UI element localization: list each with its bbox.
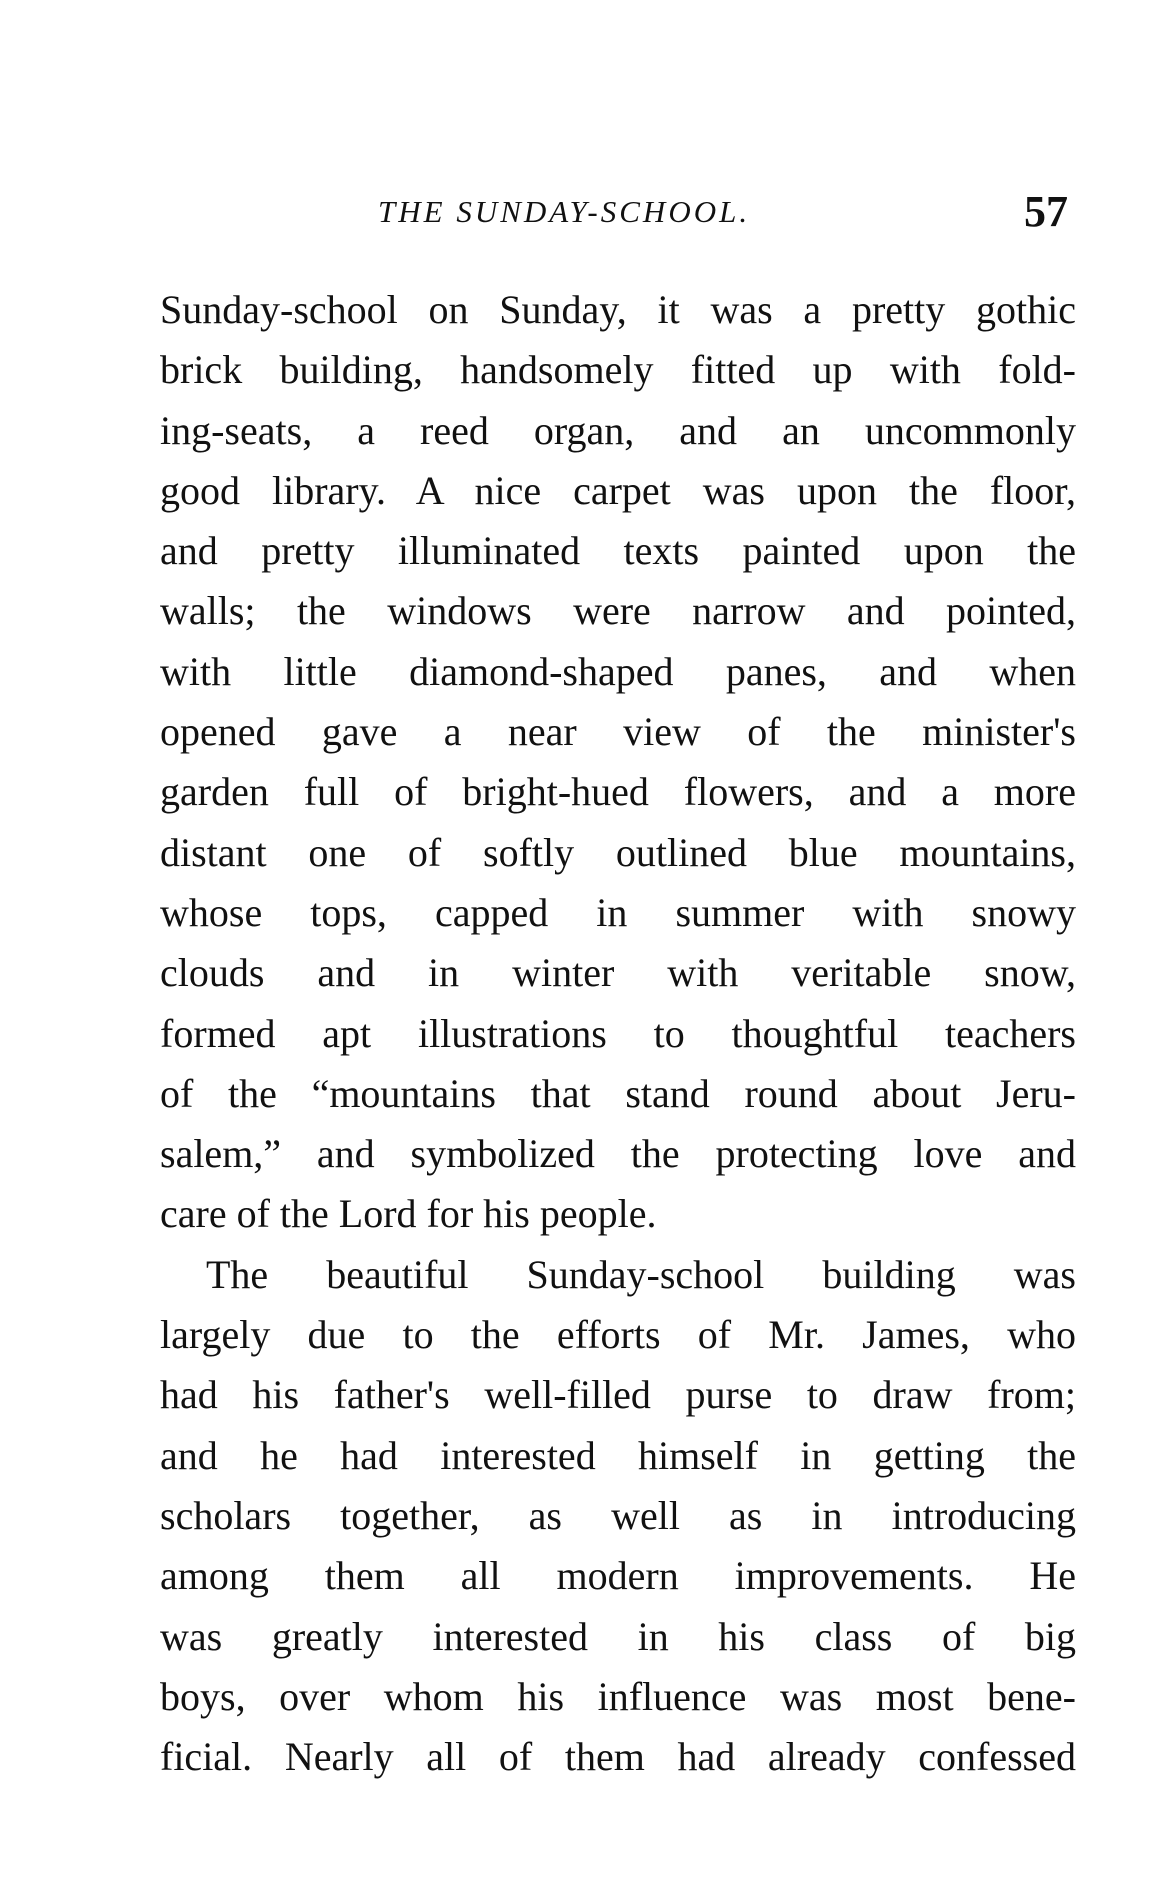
text-line: walls; the windows were narrow and pointed, (160, 588, 1076, 634)
running-head: THE SUNDAY-SCHOOL. (378, 194, 751, 229)
text-line: formed apt illustrations to thoughtful teachers (160, 1010, 1076, 1056)
page-header (0, 188, 1169, 238)
text-line: was greatly interested in his class of big (160, 1613, 1076, 1659)
text-line: brick building, handsomely fitted up with fold- (160, 347, 1076, 393)
text-line: good library. A nice carpet was upon the floor, (160, 467, 1076, 513)
body-text (160, 280, 1076, 1787)
text-line: boys, over whom his influence was most bene- (160, 1673, 1076, 1719)
text-line: largely due to the efforts of Mr. James, who (160, 1312, 1076, 1358)
text-line: of the “mountains that stand round about Jeru- (160, 1070, 1076, 1116)
text-line: had his father's well-filled purse to draw from; (160, 1372, 1076, 1418)
text-line: and he had interested himself in getting the (160, 1432, 1076, 1478)
text-line: distant one of softly outlined blue mountains, (160, 829, 1076, 875)
text-line: ing-seats, a reed organ, and an uncommonly (160, 407, 1076, 453)
text-line: among them all modern improvements. He (160, 1553, 1076, 1599)
text-line: clouds and in winter with veritable snow, (160, 950, 1076, 996)
text-line: ficial. Nearly all of them had already confessed (160, 1734, 1076, 1780)
text-line: whose tops, capped in summer with snowy (160, 889, 1076, 935)
text-line: garden full of bright-hued flowers, and a more (160, 769, 1076, 815)
text-line: The beautiful Sunday-school building was (206, 1251, 1076, 1297)
text-line: care of the Lord for his people. (160, 1191, 657, 1237)
text-line: with little diamond-shaped panes, and when (160, 648, 1076, 694)
page-number: 57 (1024, 187, 1068, 236)
text-line: opened gave a near view of the minister's (160, 709, 1076, 755)
text-line: salem,” and symbolized the protecting love and (160, 1131, 1076, 1177)
text-line: scholars together, as well as in introducing (160, 1492, 1076, 1538)
text-line: and pretty illuminated texts painted upon the (160, 528, 1076, 574)
text-line: Sunday-school on Sunday, it was a pretty gothic (160, 287, 1076, 332)
